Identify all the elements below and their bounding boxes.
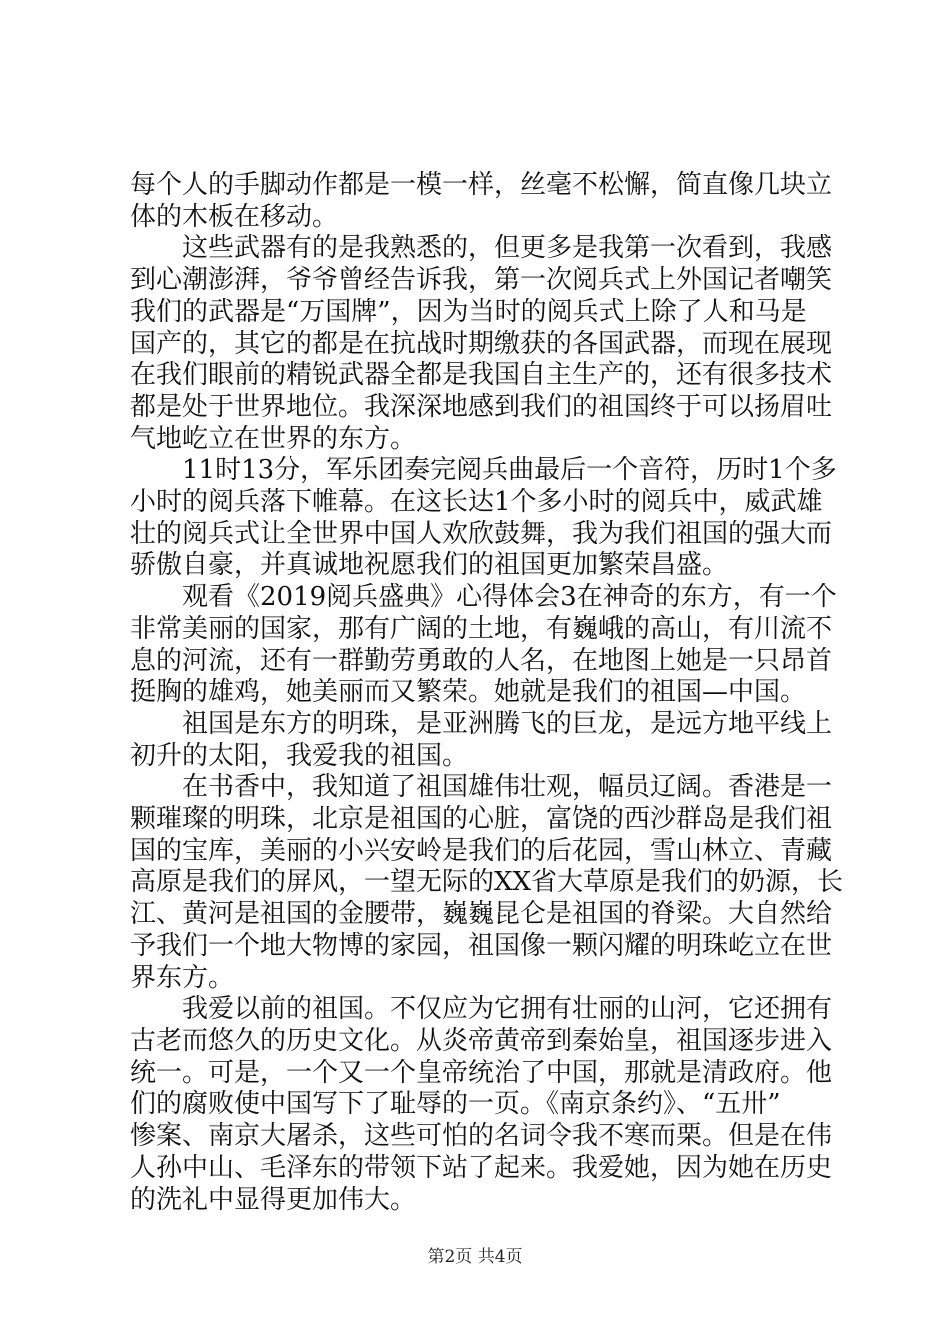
text-line: 非常美丽的国家，那有广阔的土地，有巍峨的高山，有川流不 bbox=[130, 613, 833, 644]
document-body bbox=[130, 170, 844, 1216]
text-line: 我们的武器是“万国牌”，因为当时的阅兵式上除了人和马是 bbox=[130, 296, 807, 327]
paragraph bbox=[130, 233, 833, 455]
text-line: 在书香中，我知道了祖国雄伟壮观，幅员辽阔。香港是一 bbox=[130, 772, 833, 803]
text-line: 祖国是东方的明珠，是亚洲腾飞的巨龙，是远方地平线上 bbox=[130, 708, 833, 739]
text-line: 古老而悠久的历史文化。从炎帝黄帝到秦始皇，祖国逐步进入 bbox=[130, 1025, 833, 1056]
text-line: 颗璀璨的明珠，北京是祖国的心脏，富饶的西沙群岛是我们祖 bbox=[130, 804, 833, 835]
text-line: 予我们一个地大物博的家园，祖国像一颗闪耀的明珠屹立在世 bbox=[130, 930, 833, 961]
text-line: 到心潮澎湃，爷爷曾经告诉我，第一次阅兵式上外国记者嘲笑 bbox=[130, 265, 833, 296]
text-line: 壮的阅兵式让全世界中国人欢欣鼓舞，我为我们祖国的强大而 bbox=[130, 518, 833, 549]
text-line: 小时的阅兵落下帷幕。在这长达1个多小时的阅兵中，威武雄 bbox=[130, 487, 823, 518]
text-line: 界东方。 bbox=[130, 962, 235, 993]
text-line: 气地屹立在世界的东方。 bbox=[130, 423, 417, 454]
text-line: 在我们眼前的精锐武器全都是我国自主生产的，还有很多技术 bbox=[130, 360, 833, 391]
text-line: 观看《2019阅兵盛典》心得体会3在神奇的东方，有一个 bbox=[130, 582, 837, 613]
text-line: 高原是我们的屏风，一望无际的XX省大草原是我们的奶源，长 bbox=[130, 867, 844, 898]
text-line: 江、黄河是祖国的金腰带，巍巍昆仑是祖国的脊梁。大自然给 bbox=[130, 899, 833, 930]
paragraph bbox=[130, 994, 833, 1216]
text-line: 每个人的手脚动作都是一模一样，丝毫不松懈，简直像几块立 bbox=[130, 170, 833, 200]
text-line: 惨案、南京大屠杀，这些可怕的名词令我不寒而栗。但是在伟 bbox=[130, 1121, 833, 1152]
text-line: 初升的太阳，我爱我的祖国。 bbox=[130, 740, 469, 771]
text-line: 国的宝库，美丽的小兴安岭是我们的后花园，雪山林立、青藏 bbox=[130, 835, 833, 866]
text-line: 挺胸的雄鸡，她美丽而又繁荣。她就是我们的祖国—中国。 bbox=[130, 677, 807, 708]
text-line: 人孙中山、毛泽东的带领下站了起来。我爱她，因为她在历史 bbox=[130, 1152, 833, 1183]
text-line: 骄傲自豪，并真诚地祝愿我们的祖国更加繁荣昌盛。 bbox=[130, 550, 729, 581]
text-line: 体的木板在移动。 bbox=[130, 201, 339, 232]
text-line: 息的河流，还有一群勤劳勇敢的人名，在地图上她是一只昂首 bbox=[130, 645, 833, 676]
text-line: 这些武器有的是我熟悉的，但更多是我第一次看到，我感 bbox=[130, 233, 833, 264]
paragraph bbox=[130, 708, 833, 772]
page-footer bbox=[0, 1242, 950, 1267]
text-line: 都是处于世界地位。我深深地感到我们的祖国终于可以扬眉吐 bbox=[130, 391, 833, 422]
paragraph bbox=[130, 772, 844, 994]
text-line: 们的腐败使中国写下了耻辱的一页。《南京条约》、“五卅” bbox=[130, 1089, 781, 1120]
text-line: 11时13分，军乐团奏完阅兵曲最后一个音符，历时1个多 bbox=[130, 455, 837, 486]
text-line: 国产的，其它的都是在抗战时期缴获的各国武器，而现在展现 bbox=[130, 328, 833, 359]
paragraph bbox=[130, 582, 837, 709]
paragraph bbox=[130, 170, 833, 233]
text-line: 统一。可是，一个又一个皇帝统治了中国，那就是清政府。他 bbox=[130, 1057, 833, 1088]
text-line: 的洗礼中显得更加伟大。 bbox=[130, 1184, 417, 1215]
paragraph bbox=[130, 455, 837, 582]
text-line: 我爱以前的祖国。不仅应为它拥有壮丽的山河，它还拥有 bbox=[130, 994, 833, 1025]
page-number-label: 第2页 共4页 bbox=[427, 1247, 523, 1267]
